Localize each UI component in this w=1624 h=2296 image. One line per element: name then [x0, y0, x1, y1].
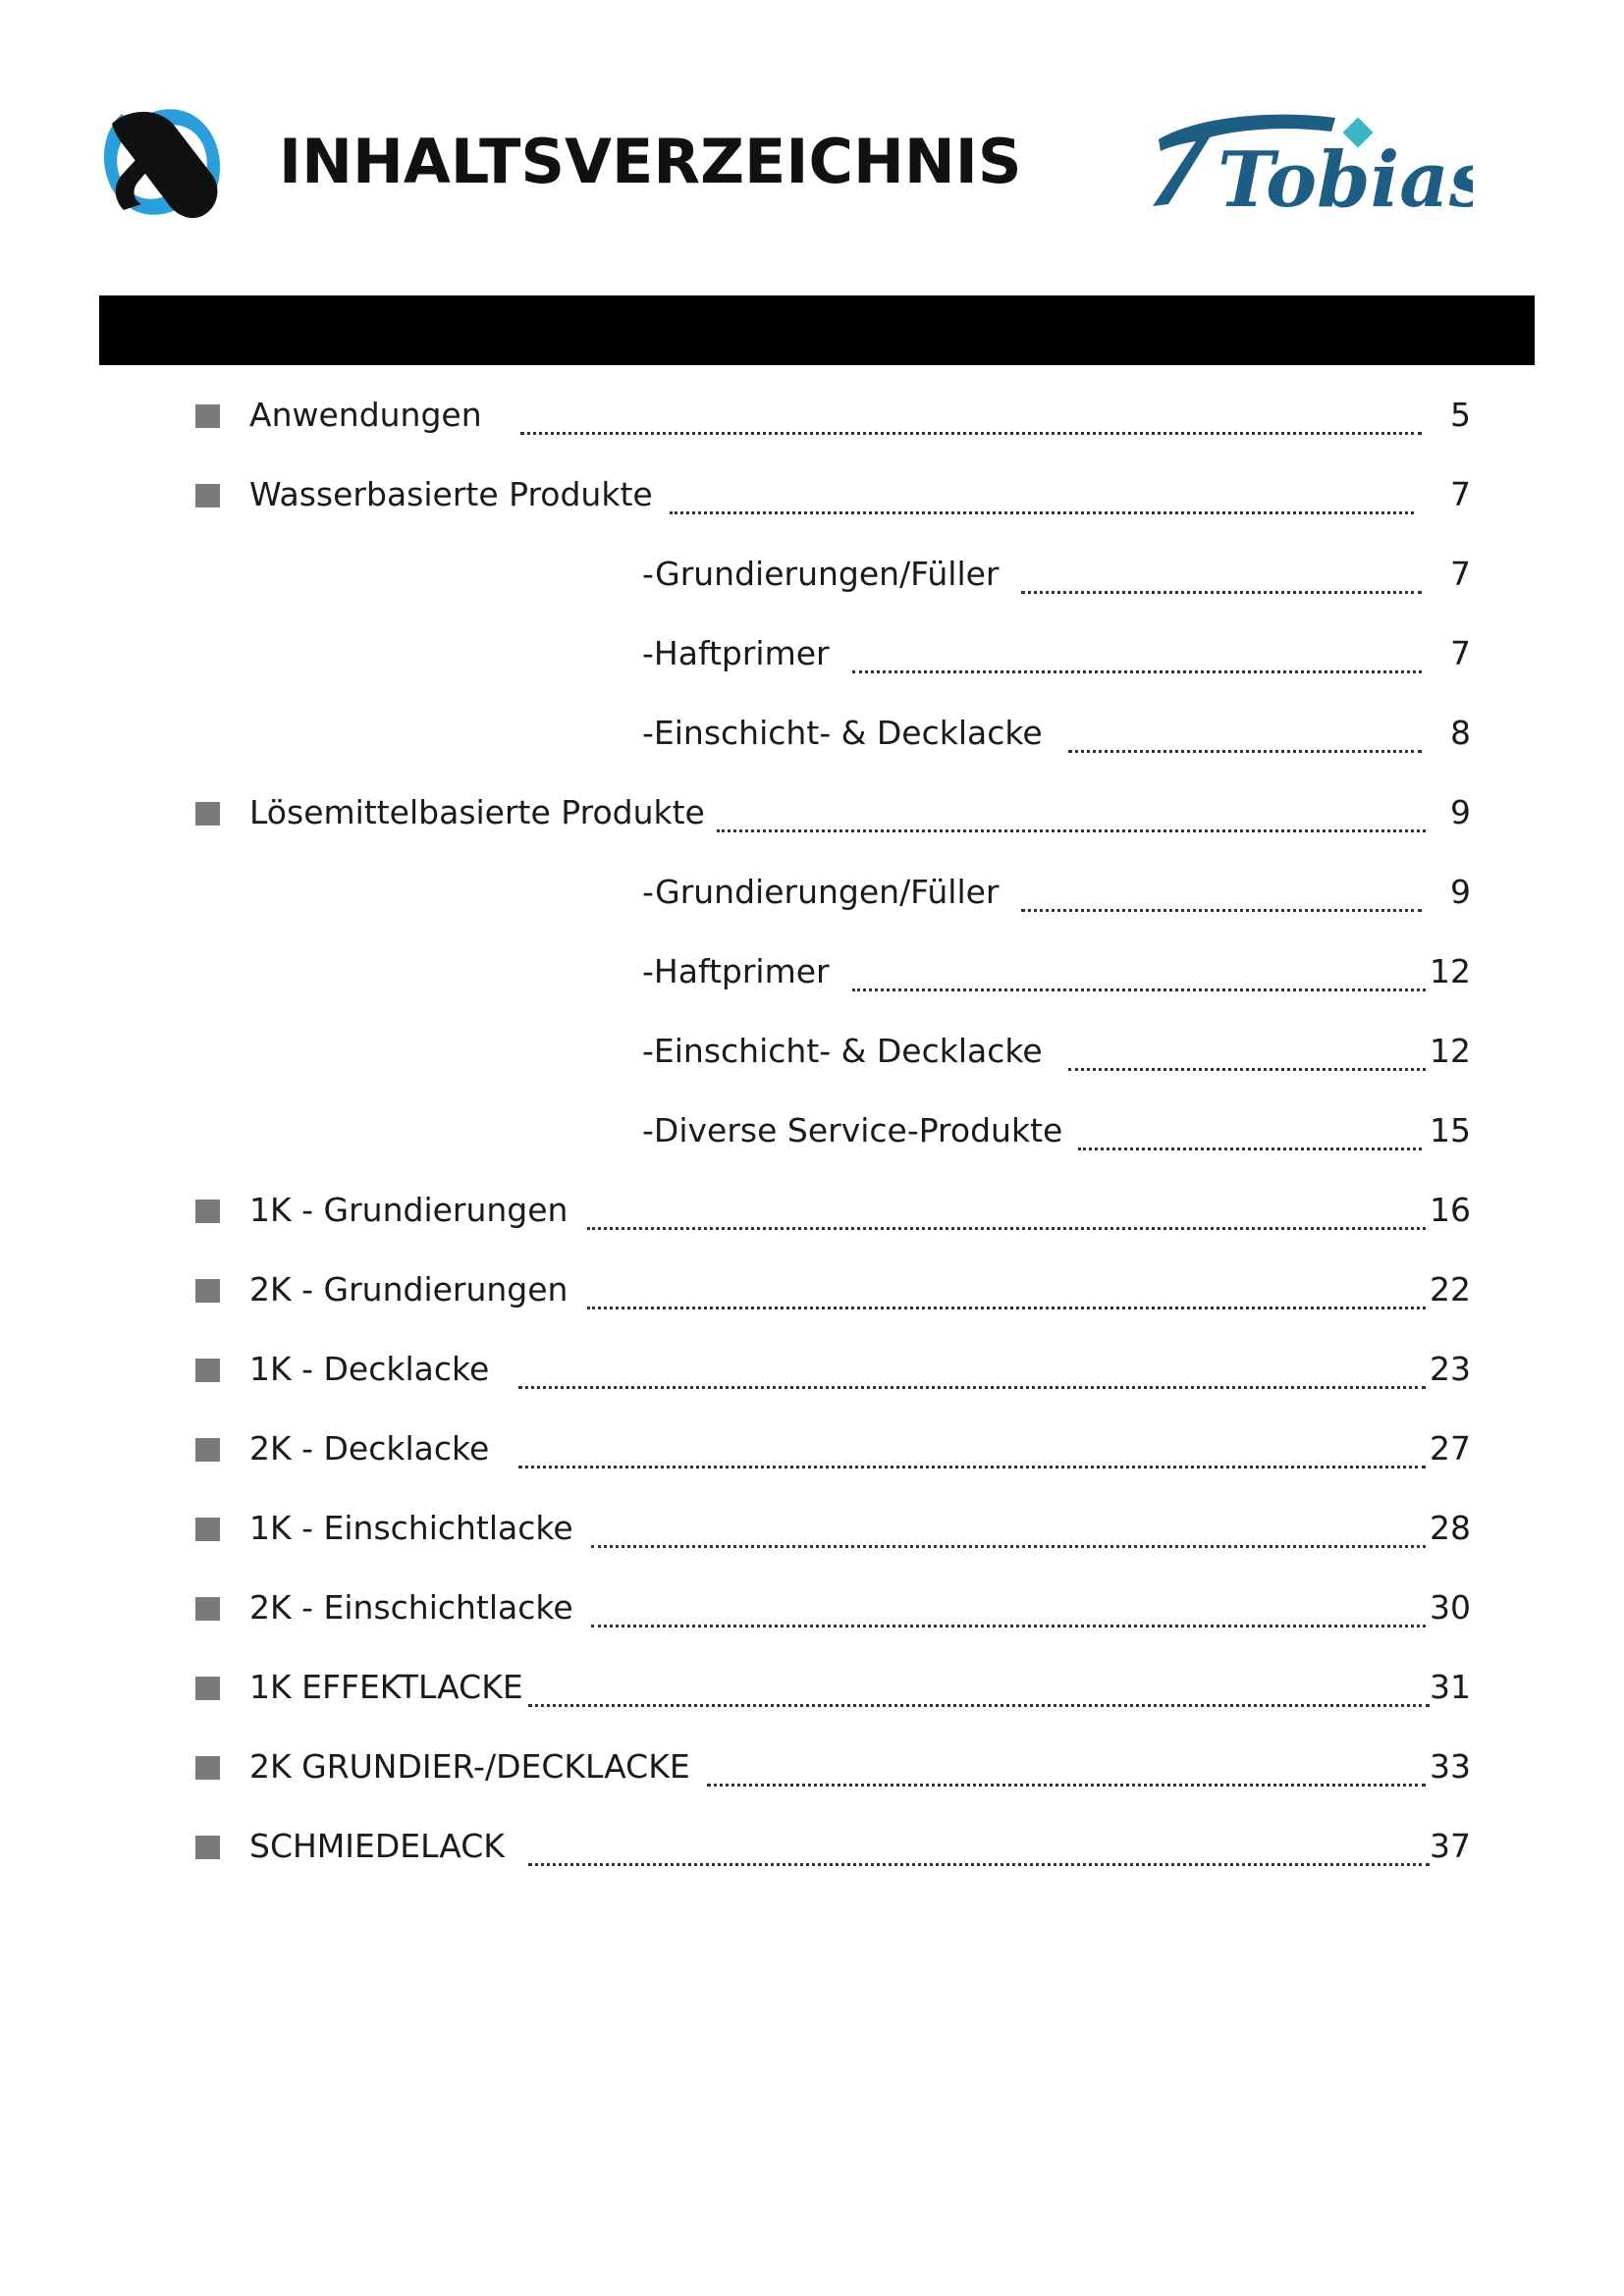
toc-page-number: 9 — [1450, 793, 1471, 831]
square-bullet-icon — [195, 1597, 220, 1621]
toc-entry[interactable] — [0, 1496, 1624, 1555]
toc-page-number: 12 — [1430, 952, 1471, 990]
square-bullet-icon — [195, 1836, 220, 1859]
dot-leader — [670, 472, 1414, 514]
toc-entry[interactable] — [0, 1814, 1624, 1873]
dot-leader — [1068, 711, 1422, 753]
dot-leader — [520, 393, 1422, 435]
toc-page-number: 7 — [1450, 634, 1471, 672]
toc-page-number: 28 — [1430, 1509, 1471, 1547]
toc-subentry[interactable] — [0, 542, 1624, 601]
dot-leader — [518, 1347, 1426, 1389]
brand-logo — [1139, 96, 1473, 224]
toc-subentry[interactable] — [0, 701, 1624, 760]
toc-entry-label: 2K - Decklacke — [249, 1429, 490, 1468]
dot-leader — [528, 1665, 1430, 1707]
toc-entry-label: Anwendungen — [249, 396, 482, 434]
toc-entry-label: 2K - Grundierungen — [249, 1270, 568, 1308]
toc-entry-label: -Diverse Service-Produkte — [642, 1111, 1063, 1149]
dot-leader — [587, 1267, 1426, 1309]
square-bullet-icon — [195, 1518, 220, 1541]
dot-leader — [1021, 870, 1422, 912]
square-bullet-icon — [195, 1200, 220, 1223]
square-bullet-icon — [195, 404, 220, 428]
square-bullet-icon — [195, 802, 220, 826]
page-header — [0, 0, 1624, 294]
square-bullet-icon — [195, 1279, 220, 1303]
toc-entry-label: 1K - Decklacke — [249, 1350, 490, 1388]
toc-page-number: 7 — [1450, 555, 1471, 593]
dot-leader — [852, 631, 1422, 673]
toc-entry-label: -Grundierungen/Füller — [642, 873, 1000, 911]
toc-page-number: 5 — [1450, 396, 1471, 434]
toc-subentry[interactable] — [0, 1098, 1624, 1157]
toc-page-number: 27 — [1430, 1429, 1471, 1468]
toc-entry-label: -Grundierungen/Füller — [642, 555, 1000, 593]
toc-entry-label: 2K - Einschichtlacke — [249, 1588, 573, 1627]
toc-entry-label: Lösemittelbasierte Produkte — [249, 793, 705, 831]
toc-subentry[interactable] — [0, 1019, 1624, 1078]
toc-page-number: 22 — [1430, 1270, 1471, 1308]
toc-page-number: 15 — [1430, 1111, 1471, 1149]
toc-entry[interactable] — [0, 1416, 1624, 1475]
toc-page-number: 31 — [1430, 1668, 1471, 1706]
toc-entry-label: 1K - Grundierungen — [249, 1191, 568, 1229]
toc-entry-label: -Haftprimer — [642, 952, 830, 990]
dot-leader — [528, 1824, 1430, 1866]
dot-leader — [707, 1744, 1426, 1787]
dot-leader — [717, 790, 1426, 832]
toc-subentry[interactable] — [0, 860, 1624, 919]
toc-entry[interactable] — [0, 1257, 1624, 1316]
toc-entry-label: 1K EFFEKTLACKE — [249, 1668, 523, 1706]
toc-entry-label: -Einschicht- & Decklacke — [642, 1032, 1043, 1070]
toc-page-number: 7 — [1450, 475, 1471, 513]
toc-entry[interactable] — [0, 1655, 1624, 1714]
toc-page-number: 9 — [1450, 873, 1471, 911]
toc-entry[interactable] — [0, 780, 1624, 839]
square-bullet-icon — [195, 1438, 220, 1462]
dot-leader — [591, 1506, 1426, 1548]
square-bullet-icon — [195, 484, 220, 507]
toc-page-number: 16 — [1430, 1191, 1471, 1229]
toc-entry-label: Wasserbasierte Produkte — [249, 475, 653, 513]
dot-leader — [1078, 1108, 1422, 1150]
square-bullet-icon — [195, 1756, 220, 1780]
brand-name-text: Tobias — [1218, 135, 1473, 224]
dot-leader — [1068, 1029, 1426, 1071]
toc-subentry[interactable] — [0, 939, 1624, 998]
interlocking-rings-logo-icon — [94, 94, 230, 230]
toc-page-number: 33 — [1430, 1747, 1471, 1786]
tobias-logo-graphic — [1139, 96, 1473, 224]
toc-page-number: 37 — [1430, 1827, 1471, 1865]
toc-entry[interactable] — [0, 1178, 1624, 1237]
toc-entry-label: SCHMIEDELACK — [249, 1827, 505, 1865]
square-bullet-icon — [195, 1359, 220, 1382]
dot-leader — [1021, 552, 1422, 594]
dot-leader — [587, 1188, 1426, 1230]
toc-page-number: 12 — [1430, 1032, 1471, 1070]
dot-leader — [852, 949, 1426, 991]
square-bullet-icon — [195, 1677, 220, 1700]
toc-page-number: 23 — [1430, 1350, 1471, 1388]
toc-entry-label: -Einschicht- & Decklacke — [642, 714, 1043, 752]
toc-entry[interactable] — [0, 383, 1624, 442]
toc-page-number: 8 — [1450, 714, 1471, 752]
toc-subentry[interactable] — [0, 621, 1624, 680]
toc-entry[interactable] — [0, 462, 1624, 521]
toc-entry-label: 1K - Einschichtlacke — [249, 1509, 573, 1547]
toc-entry[interactable] — [0, 1575, 1624, 1634]
section-header-bar — [99, 295, 1535, 365]
dot-leader — [591, 1585, 1426, 1628]
page-title: INHALTSVERZEICHNIS — [279, 126, 1022, 197]
toc-entry-label: -Haftprimer — [642, 634, 830, 672]
toc-entry[interactable] — [0, 1337, 1624, 1396]
toc-entry[interactable] — [0, 1735, 1624, 1793]
toc-entry-label: 2K GRUNDIER-/DECKLACKE — [249, 1747, 690, 1786]
dot-leader — [518, 1426, 1426, 1468]
toc-page-number: 30 — [1430, 1588, 1471, 1627]
